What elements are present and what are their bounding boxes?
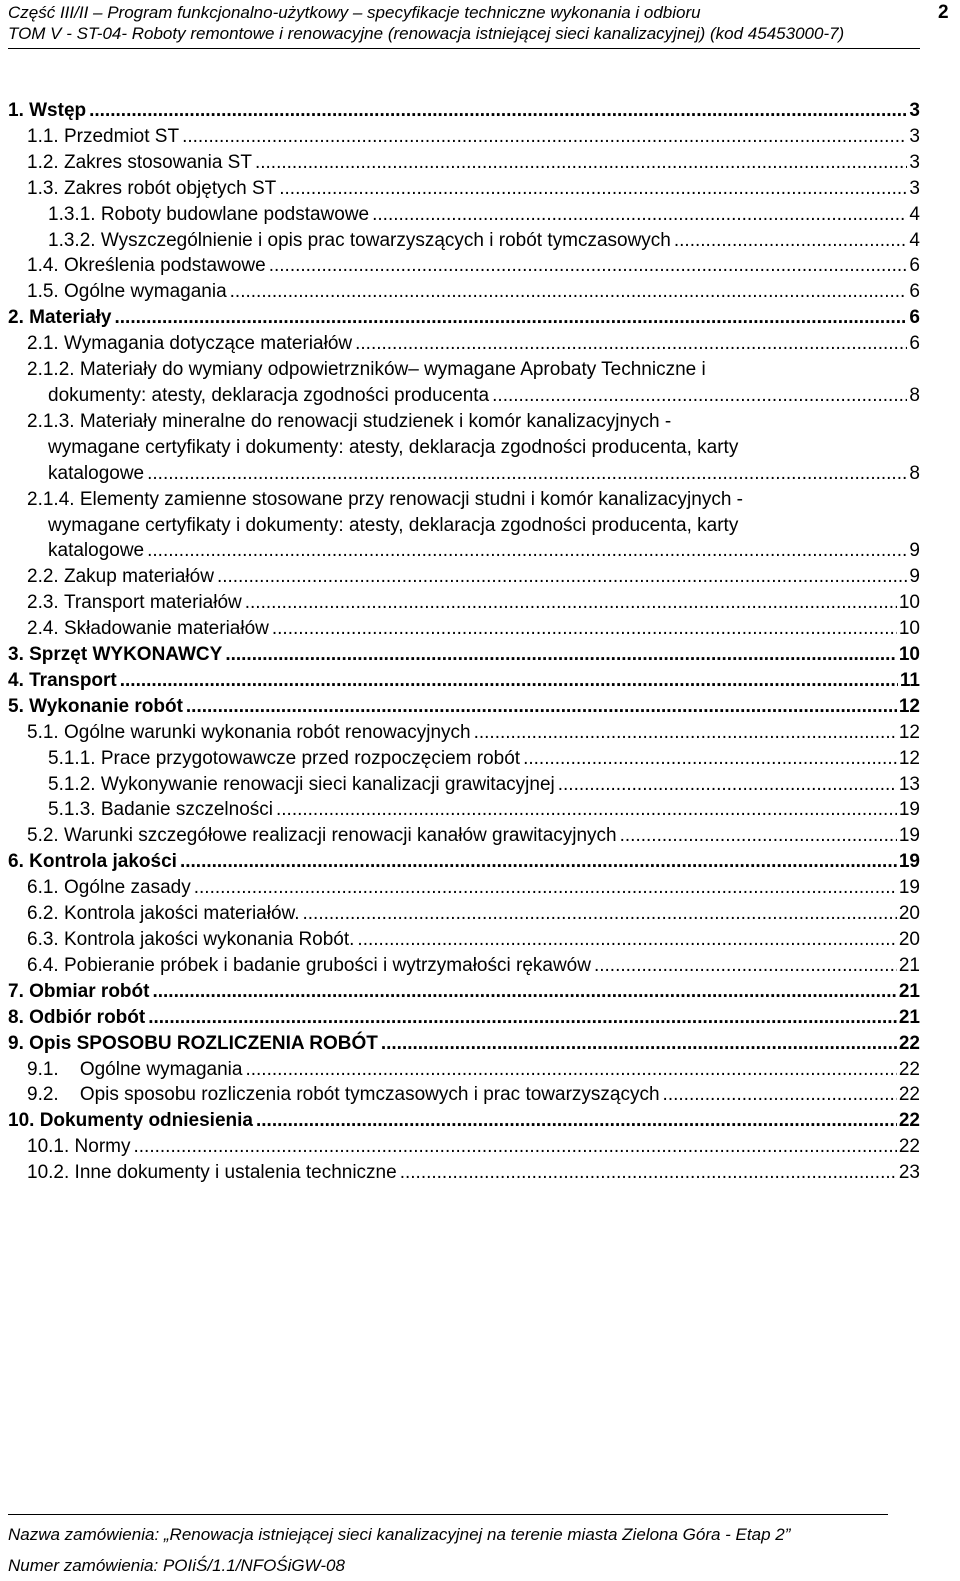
toc-entry[interactable]	[8, 953, 920, 979]
toc-page: 4	[909, 203, 920, 225]
footer-line-2: Numer zamówienia: POIiŚ/1.1/NFOŚiGW-08	[8, 1556, 345, 1575]
toc-page: 3	[909, 125, 920, 147]
toc-page: 8	[909, 462, 920, 484]
toc-page: 12	[898, 747, 920, 769]
toc-entry[interactable]	[8, 642, 920, 668]
toc-title-continued: katalogowe	[48, 462, 145, 484]
toc-number: 2.3.	[27, 592, 64, 614]
toc-number: 1.5.	[27, 281, 64, 303]
toc-number: 9.1.	[27, 1058, 80, 1080]
toc-entry[interactable]	[8, 228, 920, 254]
toc-title: Zakup materiałów	[63, 566, 214, 588]
toc-title: Ogólne zasady	[63, 877, 191, 899]
toc-title: Badanie szczelności	[100, 799, 273, 821]
toc-leader	[355, 331, 907, 357]
toc-number: 9.2.	[27, 1084, 80, 1106]
toc-leader	[276, 797, 897, 823]
toc-entry[interactable]	[8, 253, 920, 279]
toc-number: 1.3.1.	[48, 203, 101, 225]
toc-number: 5.1.	[27, 721, 64, 743]
toc-leader	[255, 150, 907, 176]
toc-page: 20	[898, 929, 920, 950]
toc-page: 22	[898, 1084, 920, 1106]
header-line-1: Część III/II – Program funkcjonalno-użytkowy – specyfikacje techniczne wykonania i odbioru	[8, 3, 701, 22]
toc-page: 6	[909, 307, 920, 329]
toc-entry[interactable]	[8, 849, 920, 875]
toc-number: 10.1.	[27, 1136, 75, 1158]
toc-number: 6.1.	[27, 877, 64, 899]
page-number: 2	[938, 2, 949, 23]
toc-leader	[182, 124, 907, 150]
toc-leader	[357, 927, 896, 953]
toc-title: Składowanie materiałów	[63, 618, 269, 640]
toc-number: 1.3.	[27, 177, 64, 199]
toc-number: 10.2.	[27, 1162, 75, 1184]
toc-leader	[152, 979, 896, 1005]
toc-number: 5.1.1.	[48, 747, 101, 769]
toc-page: 19	[898, 851, 920, 873]
toc-title: Normy	[74, 1136, 131, 1158]
toc-leader	[225, 642, 897, 668]
toc-page: 21	[898, 1006, 920, 1028]
toc-number: 2.1.	[27, 333, 64, 355]
toc-leader	[89, 98, 907, 124]
toc-page: 6	[909, 333, 920, 355]
toc-entry[interactable]	[8, 927, 920, 953]
toc-number: 6.3.	[27, 929, 64, 950]
toc-title: Wykonywanie renowacji sieci kanalizacji grawitacyjnej	[100, 773, 555, 795]
toc-entry[interactable]	[8, 487, 920, 565]
toc-title: Odbiór robót	[29, 1006, 146, 1028]
toc-entry[interactable]	[8, 1031, 920, 1057]
toc-page: 6	[909, 255, 920, 277]
toc-number: 6.4.	[27, 954, 64, 976]
toc-page: 22	[898, 1136, 920, 1158]
toc-leader	[400, 1160, 897, 1186]
toc-title: Materiały do wymiany odpowietrzników– wymagane Aprobaty Techniczne i	[79, 359, 706, 381]
toc-entry[interactable]	[8, 1005, 920, 1031]
toc-leader	[674, 228, 908, 254]
toc-title: Wstęp	[29, 100, 87, 121]
header-line-2: TOM V - ST-04- Roboty remontowe i renowacyjne (renowacja istniejącej sieci kanalizacyjnej) (kod 45453000-7)	[8, 24, 845, 43]
toc-leader	[474, 720, 897, 746]
toc-number: 5.	[8, 695, 30, 717]
toc-entry[interactable]	[8, 772, 920, 798]
toc-title: Wykonanie robót	[29, 695, 183, 717]
toc-title: Ogólne wymagania	[63, 281, 227, 303]
toc-page: 10	[898, 644, 920, 666]
toc-entry[interactable]	[8, 720, 920, 746]
toc-entry[interactable]	[8, 616, 920, 642]
toc-leader	[115, 305, 908, 331]
toc-entry[interactable]	[8, 331, 920, 357]
toc-entry[interactable]	[8, 305, 920, 331]
toc-page: 3	[909, 151, 920, 173]
toc-title: Materiały	[29, 307, 112, 329]
toc-number: 9.	[8, 1032, 30, 1054]
toc-page: 8	[909, 384, 920, 406]
toc-entry[interactable]	[8, 1082, 920, 1108]
toc-number: 2.4.	[27, 618, 64, 640]
toc-number: 1.3.2.	[48, 229, 101, 251]
toc-page: 3	[909, 177, 920, 199]
toc-entry[interactable]	[8, 668, 920, 694]
toc-title: Kontrola jakości wykonania Robót.	[63, 929, 355, 950]
toc-title: Transport materiałów	[63, 592, 242, 614]
toc-entry[interactable]	[8, 1057, 920, 1083]
toc-title: Sprzęt WYKONAWCY	[29, 644, 223, 666]
toc-leader	[256, 1108, 897, 1134]
toc-entry[interactable]	[8, 564, 920, 590]
toc-page: 3	[909, 100, 920, 121]
toc-entry[interactable]	[8, 979, 920, 1005]
toc-number: 4.	[8, 669, 30, 691]
toc-title: Inne dokumenty i ustalenia techniczne	[74, 1162, 397, 1184]
toc-title: Ogólne warunki wykonania robót renowacyjnych	[63, 721, 471, 743]
toc-leader	[523, 746, 897, 772]
toc-entry[interactable]	[8, 797, 920, 823]
toc-number: 2.1.4.	[27, 488, 80, 510]
toc-title: Zakres robót objętych ST	[63, 177, 277, 199]
toc-title: Zakres stosowania ST	[63, 151, 252, 173]
toc-title: Określenia podstawowe	[63, 255, 266, 277]
toc-page: 13	[898, 773, 920, 795]
toc-entry[interactable]	[8, 590, 920, 616]
toc-title: Dokumenty odniesienia	[39, 1110, 253, 1132]
toc-leader	[558, 772, 897, 798]
toc-title: Wyszczególnienie i opis prac towarzyszących i robót tymczasowych	[100, 229, 671, 251]
table-of-contents	[8, 98, 920, 1186]
toc-page: 19	[898, 799, 920, 821]
toc-leader	[492, 383, 907, 409]
toc-page: 10	[898, 592, 920, 614]
toc-number: 3.	[8, 644, 30, 666]
toc-leader	[147, 538, 907, 564]
toc-leader	[594, 953, 897, 979]
page-footer	[8, 1514, 888, 1581]
toc-page: 19	[898, 825, 920, 847]
toc-page: 22	[898, 1032, 920, 1054]
toc-title: Pobieranie próbek i badanie grubości i wytrzymałości rękawów	[63, 954, 591, 976]
toc-leader	[245, 1057, 896, 1083]
toc-number: 5.1.3.	[48, 799, 101, 821]
toc-entry[interactable]	[8, 746, 920, 772]
toc-number: 1.2.	[27, 151, 64, 173]
toc-title: Transport	[29, 669, 117, 691]
toc-number: 5.2.	[27, 825, 64, 847]
toc-number: 8.	[8, 1006, 30, 1028]
toc-entry[interactable]	[8, 202, 920, 228]
toc-leader	[663, 1082, 897, 1108]
toc-page: 22	[898, 1058, 920, 1080]
toc-page: 9	[909, 540, 920, 562]
toc-title: Roboty budowlane podstawowe	[100, 203, 370, 225]
toc-number: 2.	[8, 307, 30, 329]
toc-title: Ogólne wymagania	[79, 1058, 243, 1080]
footer-line-1: Nazwa zamówienia: „Renowacja istniejącej sieci kanalizacyjnej na terenie miasta Zielona Góra - Etap 2”	[8, 1525, 791, 1544]
toc-title: Obmiar robót	[29, 980, 150, 1002]
toc-page: 12	[898, 721, 920, 743]
toc-entry[interactable]	[8, 150, 920, 176]
toc-entry[interactable]	[8, 875, 920, 901]
toc-leader	[381, 1031, 897, 1057]
toc-leader	[148, 1005, 897, 1031]
toc-number: 1.4.	[27, 255, 64, 277]
page-header	[8, 2, 920, 49]
toc-leader	[120, 668, 898, 694]
toc-page: 10	[898, 618, 920, 640]
toc-leader	[194, 875, 897, 901]
toc-entry[interactable]	[8, 98, 920, 124]
toc-number: 2.1.3.	[27, 410, 80, 432]
toc-number: 5.1.2.	[48, 773, 101, 795]
toc-number: 1.1.	[27, 125, 64, 147]
toc-page: 21	[898, 954, 920, 976]
toc-leader	[269, 253, 908, 279]
toc-title: Kontrola jakości materiałów.	[63, 903, 300, 925]
toc-page: 12	[898, 695, 920, 717]
toc-leader	[134, 1134, 897, 1160]
toc-page: 19	[898, 877, 920, 899]
toc-leader	[230, 279, 908, 305]
toc-entry[interactable]	[8, 694, 920, 720]
toc-number: 10.	[8, 1110, 40, 1132]
toc-page: 11	[899, 669, 920, 691]
toc-entry[interactable]	[8, 823, 920, 849]
toc-title-continued: wymagane certyfikaty i dokumenty: atesty, deklaracja zgodności producenta, karty	[48, 514, 739, 536]
toc-leader	[279, 176, 907, 202]
toc-leader	[217, 564, 907, 590]
toc-number: 6.2.	[27, 903, 64, 925]
toc-entry[interactable]	[8, 1134, 920, 1160]
toc-entry[interactable]	[8, 1108, 920, 1134]
toc-title: Prace przygotowawcze przed rozpoczęciem robót	[100, 747, 521, 769]
toc-title: Wymagania dotyczące materiałów	[63, 333, 353, 355]
toc-leader	[272, 616, 897, 642]
toc-title-continued: wymagane certyfikaty i dokumenty: atesty, deklaracja zgodności producenta, karty	[48, 436, 739, 458]
toc-entry[interactable]	[8, 357, 920, 409]
toc-page: 4	[909, 229, 920, 251]
toc-leader	[302, 901, 896, 927]
toc-entry[interactable]	[8, 279, 920, 305]
toc-leader	[245, 590, 897, 616]
toc-page: 21	[898, 980, 920, 1002]
toc-number: 7.	[8, 980, 30, 1002]
toc-page: 23	[898, 1162, 920, 1184]
toc-leader	[620, 823, 897, 849]
toc-page: 9	[909, 566, 920, 588]
toc-title: Warunki szczegółowe realizacji renowacji kanałów grawitacyjnych	[63, 825, 617, 847]
toc-number: 6.	[8, 851, 30, 873]
toc-entry[interactable]	[8, 124, 920, 150]
toc-title: Materiały mineralne do renowacji studzienek i komór kanalizacyjnych -	[79, 410, 672, 432]
toc-entry[interactable]	[8, 409, 920, 487]
toc-title: Przedmiot ST	[63, 125, 180, 147]
toc-entry[interactable]	[8, 176, 920, 202]
toc-page: 22	[898, 1110, 920, 1132]
toc-entry[interactable]	[8, 901, 920, 927]
toc-number: 1.	[8, 100, 30, 121]
toc-title-continued: dokumenty: atesty, deklaracja zgodności producenta	[48, 384, 490, 406]
toc-page: 6	[909, 281, 920, 303]
toc-title: Elementy zamienne stosowane przy renowacji studni i komór kanalizacyjnych -	[79, 488, 744, 510]
toc-title: Opis sposobu rozliczenia robót tymczasowych i prac towarzyszących	[79, 1084, 660, 1106]
toc-number: 2.2.	[27, 566, 64, 588]
toc-leader	[180, 849, 897, 875]
toc-number: 2.1.2.	[27, 359, 80, 381]
toc-title-continued: katalogowe	[48, 540, 145, 562]
toc-title: Opis SPOSOBU ROZLICZENIA ROBÓT	[29, 1032, 378, 1054]
toc-leader	[147, 461, 907, 487]
toc-leader	[372, 202, 907, 228]
toc-leader	[186, 694, 897, 720]
toc-title: Kontrola jakości	[29, 851, 177, 873]
toc-entry[interactable]	[8, 1160, 920, 1186]
toc-page: 20	[898, 903, 920, 925]
